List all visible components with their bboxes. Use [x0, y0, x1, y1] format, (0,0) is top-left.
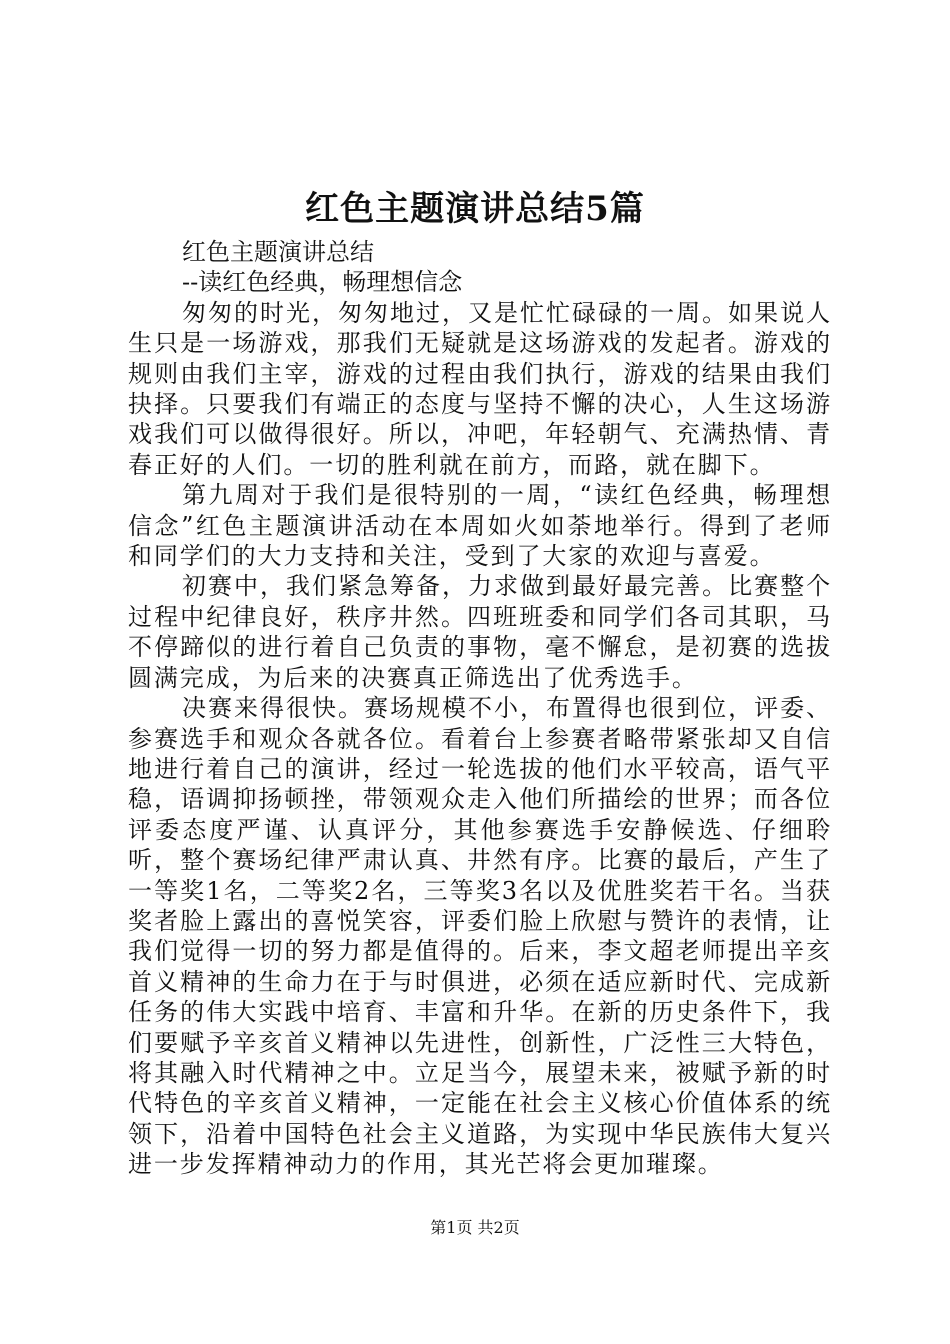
page-number-footer: 第1页 共2页: [430, 1218, 520, 1237]
document-body: [128, 237, 832, 1180]
paragraph: 初赛中，我们紧急筹备，力求做到最好最完善。比赛整个过程中纪律良好，秩序井然。四班班委和同学们各司其职，马不停蹄似的进行着自己负责的事物，毫不懈怠，是初赛的选拔圆满完成，为后来的决赛真正筛选出了优秀选手。: [128, 572, 832, 692]
document-title: 红色主题演讲总结5篇: [305, 189, 645, 229]
paragraph: 匆匆的时光，匆匆地过，又是忙忙碌碌的一周。如果说人生只是一场游戏，那我们无疑就是这场游戏的发起者。游戏的规则由我们主宰，游戏的过程由我们执行，游戏的结果由我们抉择。只要我们有端正的态度与坚持不懈的决心，人生这场游戏我们可以做得很好。所以，冲吧，年轻朝气、充满热情、青春正好的人们。一切的胜利就在前方，而路，就在脚下。: [128, 298, 832, 479]
document-subtitle-theme: --读红色经典，畅理想信念: [182, 268, 463, 297]
document-subtitle: 红色主题演讲总结: [182, 238, 374, 266]
paragraph: 决赛来得很快。赛场规模不小，布置得也很到位，评委、参赛选手和观众各就各位。看着台上参赛者略带紧张却又自信地进行着自己的演讲，经过一轮选拔的他们水平较高，语气平稳，语调抑扬顿挫，带领观众走入他们所描绘的世界；而各位评委态度严谨、认真评分，其他参赛选手安静候选、仔细聆听，整个赛场纪律严肃认真、井然有序。比赛的最后，产生了一等奖1名，二等奖2名，三等奖3名以及优胜奖若干名。当获奖者脸上露出的喜悦笑容，评委们脸上欣慰与赞许的表情，让我们觉得一切的努力都是值得的。后来，李文超老师提出辛亥首义精神的生命力在于与时俱进，必须在适应新时代、完成新任务的伟大实践中培育、丰富和升华。在新的历史条件下，我们要赋予辛亥首义精神以先进性，创新性，广泛性三大特色，将其融入时代精神之中。立足当今，展望未来，被赋予新的时代特色的辛亥首义精神，一定能在社会主义核心价值体系的统领下，沿着中国特色社会主义道路，为实现中华民族伟大复兴进一步发挥精神动力的作用，其光芒将会更加璀璨。: [128, 694, 832, 1179]
paragraph: 第九周对于我们是很特别的一周，“读红色经典，畅理想信念”红色主题演讲活动在本周如火如荼地举行。得到了老师和同学们的大力支持和关注，受到了大家的欢迎与喜爱。: [128, 481, 832, 571]
